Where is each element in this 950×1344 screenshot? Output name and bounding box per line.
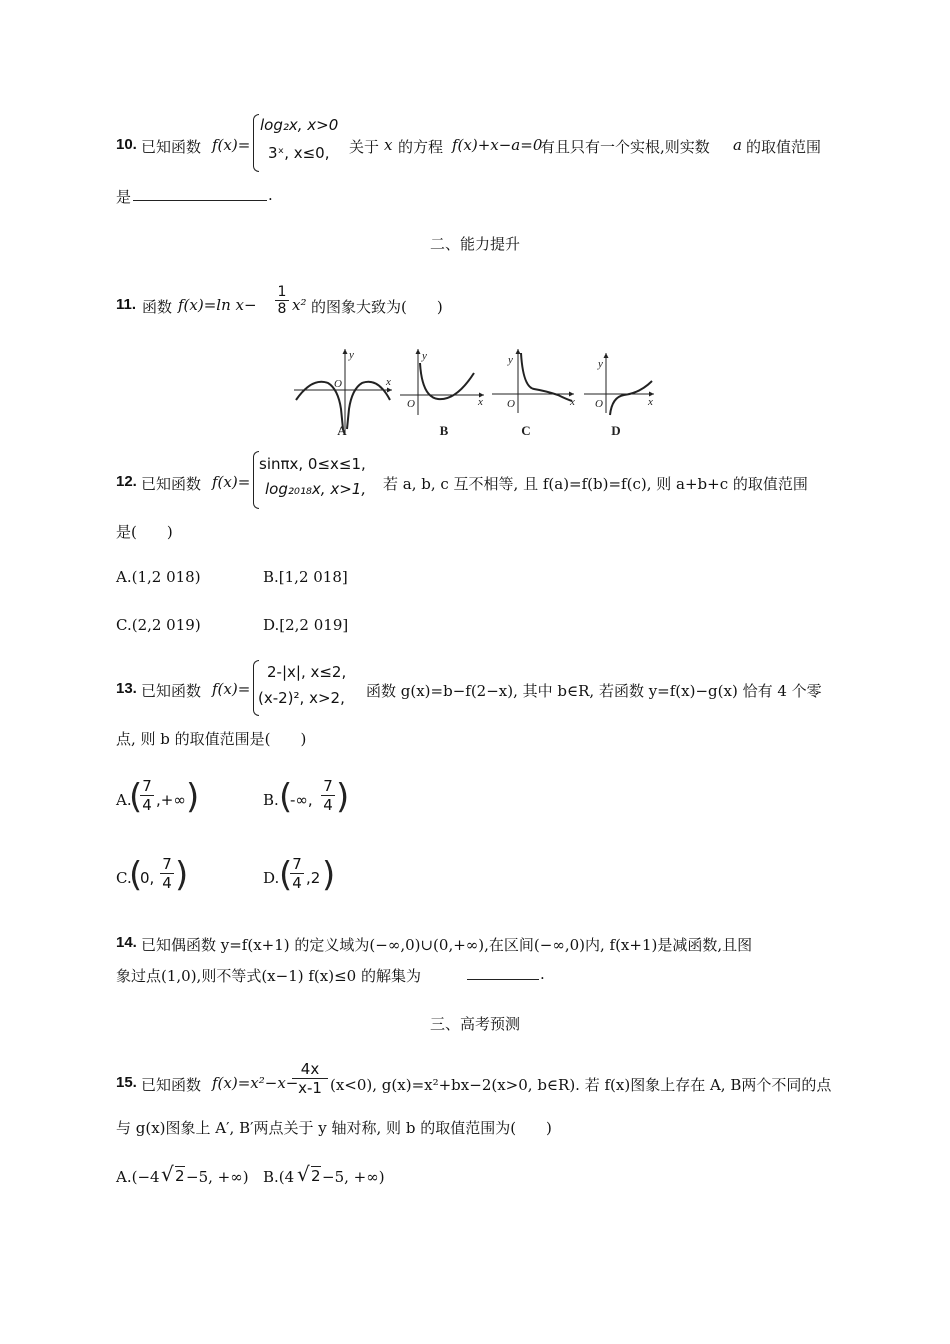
piece-1: 2-|x|, x≤2, xyxy=(267,663,347,681)
text: 有且只有一个实根,则实数 xyxy=(540,138,710,156)
function-label: f(x)= xyxy=(212,473,251,491)
option-label: B. xyxy=(263,791,279,809)
text: 已知函数 xyxy=(141,475,202,493)
function-label: f(x)= xyxy=(212,136,251,154)
left-paren: ( xyxy=(129,777,143,817)
option-text: B.(4 xyxy=(263,1168,295,1186)
option-c[interactable]: C.(2,2 019) xyxy=(116,616,201,634)
text: 已知偶函数 y=f(x+1) 的定义域为(−∞,0)∪(0,+∞),在区间(−∞,0)内, f(x+1)是减函数,且图 xyxy=(141,936,753,954)
answer-blank xyxy=(133,200,267,201)
piece-1: sinπx, 0≤x≤1, xyxy=(259,455,366,473)
left-paren: ( xyxy=(129,855,143,895)
answer-graphs xyxy=(288,345,668,440)
option-d[interactable]: D.[2,2 019] xyxy=(263,616,349,634)
fraction xyxy=(292,1060,328,1097)
question-number: 14. xyxy=(116,934,137,951)
text: 若 a, b, c 互不相等, 且 f(a)=f(b)=f(c), 则 a+b+c 的取值范围 xyxy=(383,475,808,493)
expression: x² xyxy=(292,296,307,314)
fraction-numerator: 7 xyxy=(292,855,302,873)
fraction-denominator: 4 xyxy=(160,873,174,892)
fraction-numerator: 7 xyxy=(162,855,172,873)
question-number: 15. xyxy=(116,1074,137,1091)
question-lead: 已知函数 xyxy=(141,138,202,156)
option-text: 0, xyxy=(140,869,155,887)
right-paren: ) xyxy=(175,855,189,895)
graph-label-a: A xyxy=(337,423,347,438)
axis-y-label: y xyxy=(349,349,354,361)
axis-x-label: x xyxy=(648,396,653,408)
text: 是( ) xyxy=(116,523,173,541)
fraction-numerator: 1 xyxy=(277,284,287,300)
axis-x-label: x xyxy=(386,376,391,388)
fraction xyxy=(160,855,174,892)
text: . xyxy=(268,186,273,204)
answer-blank xyxy=(467,979,539,980)
sqrt-sign: √ xyxy=(161,1162,174,1186)
option-text: A.(−4 xyxy=(116,1168,160,1186)
question-number: 10. xyxy=(116,136,137,153)
right-paren: ) xyxy=(186,777,200,817)
fraction xyxy=(140,777,154,814)
graph-label-b: B xyxy=(439,423,449,438)
option-label: D. xyxy=(263,869,280,887)
fraction-denominator: 4 xyxy=(321,795,335,814)
origin-label: O xyxy=(595,398,603,410)
equation: f(x)+x−a=0 xyxy=(452,136,543,154)
fraction xyxy=(321,777,335,814)
left-paren: ( xyxy=(279,777,293,817)
fraction-numerator: 7 xyxy=(142,777,152,795)
right-paren: ) xyxy=(322,855,336,895)
section-heading: 三、高考预测 xyxy=(429,1015,520,1033)
piecewise-brace xyxy=(253,660,259,716)
option-a[interactable]: A.(1,2 018) xyxy=(116,568,201,586)
origin-label: O xyxy=(507,398,515,410)
piecewise-brace xyxy=(253,114,259,172)
question-number: 12. xyxy=(116,473,137,490)
option-text: ,2 xyxy=(306,869,321,887)
axis-y-label: y xyxy=(422,350,427,362)
piece-1: log₂x, x>0 xyxy=(260,116,339,134)
graph-label-c: C xyxy=(521,423,531,438)
graph-d xyxy=(584,353,654,415)
text: 已知函数 xyxy=(141,1076,202,1094)
graph-label-d: D xyxy=(611,423,621,438)
piece-2: log₂₀₁₈x, x>1, xyxy=(265,480,367,498)
fraction xyxy=(290,855,304,892)
text: 象过点(1,0),则不等式(x−1) f(x)≤0 的解集为 xyxy=(116,967,421,985)
option-label: A. xyxy=(116,791,132,809)
section-heading: 二、能力提升 xyxy=(429,235,520,253)
graph-a xyxy=(294,349,392,433)
left-paren: ( xyxy=(279,855,293,895)
fraction-denominator: 4 xyxy=(290,873,304,892)
text: 的图象大致为( ) xyxy=(311,298,443,316)
piece-2: 3ˣ, x≤0, xyxy=(268,144,330,162)
text: 点, 则 b 的取值范围是( ) xyxy=(116,730,307,748)
origin-label: O xyxy=(334,378,342,390)
option-label: C. xyxy=(116,869,132,887)
fraction-denominator: x-1 xyxy=(292,1078,328,1097)
text: 是 xyxy=(116,188,132,206)
question-number: 13. xyxy=(116,680,137,697)
var-a: a xyxy=(733,136,742,154)
option-text: −5, +∞) xyxy=(186,1168,249,1186)
option-text: -∞, xyxy=(290,791,313,809)
radicand: 2 xyxy=(175,1167,185,1185)
text: . xyxy=(540,965,545,983)
axis-y-label: y xyxy=(598,358,603,370)
text: 已知函数 xyxy=(141,682,202,700)
fraction-denominator: 4 xyxy=(140,795,154,814)
fraction xyxy=(275,284,289,317)
text: 与 g(x)图象上 A′, B′两点关于 y 轴对称, 则 b 的取值范围为( ) xyxy=(116,1119,552,1137)
text: (x<0), g(x)=x²+bx−2(x>0, b∈R). 若 f(x)图象上存在 A, B两个不同的点 xyxy=(330,1076,832,1094)
axis-x-label: x xyxy=(478,396,483,408)
sqrt-sign: √ xyxy=(297,1162,310,1186)
fraction-numerator: 4x xyxy=(300,1060,320,1078)
option-b[interactable]: B.[1,2 018] xyxy=(263,568,348,586)
fraction-numerator: 7 xyxy=(323,777,333,795)
text: 函数 xyxy=(142,298,173,316)
text: 的方程 xyxy=(398,138,444,156)
fraction-denominator: 8 xyxy=(275,300,289,317)
option-text: −5, +∞) xyxy=(322,1168,385,1186)
expression: f(x)=x²−x− xyxy=(212,1074,299,1092)
question-number: 11. xyxy=(116,296,137,313)
var-x: x xyxy=(384,136,393,154)
right-paren: ) xyxy=(336,777,350,817)
axis-x-label: x xyxy=(570,396,575,408)
radicand: 2 xyxy=(311,1167,321,1185)
graph-b xyxy=(400,349,484,415)
graph-c xyxy=(492,349,575,413)
expression: f(x)=ln x− xyxy=(178,296,257,314)
text: 的取值范围 xyxy=(746,138,822,156)
text: 函数 g(x)=b−f(2−x), 其中 b∈R, 若函数 y=f(x)−g(x) 恰有 4 个零 xyxy=(366,682,822,700)
axis-y-label: y xyxy=(508,354,513,366)
origin-label: O xyxy=(407,398,415,410)
function-label: f(x)= xyxy=(212,680,251,698)
text: 关于 xyxy=(349,138,380,156)
piece-2: (x-2)², x>2, xyxy=(258,689,345,707)
option-text: ,+∞ xyxy=(156,791,186,809)
